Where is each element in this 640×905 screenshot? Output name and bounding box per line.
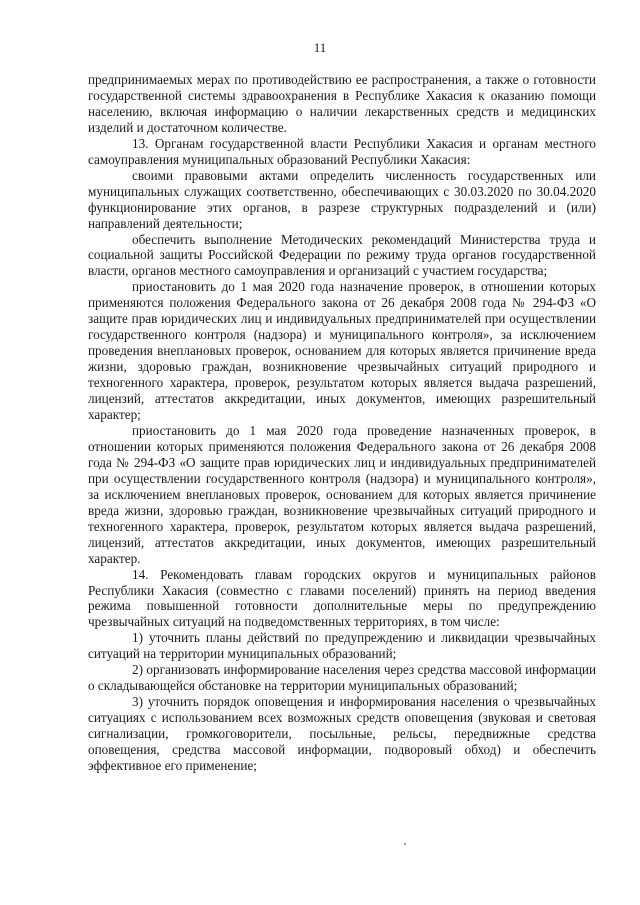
page-number: 11 xyxy=(313,40,327,55)
list-item-1: 1) уточнить планы действий по предупреждению и ликвидации чрезвычайных ситуаций на территории муниципальных образований; xyxy=(88,630,596,662)
list-item-2: 2) организовать информирование населения через средства массовой информации о складывающейся обстановке на территории муниципальных образований; xyxy=(88,662,596,694)
paragraph-suspend-conducting-inspections: приостановить до 1 мая 2020 года проведение назначенных проверок, в отношении которых применяются положения Федерального закона от 26 декабря 2008 года № 294-ФЗ «О защите прав юридических лиц и индивидуальных предпринимателей при осуществлении государственного контроля (надзора) и муниципального контроля», за исключением внеплановых проверок, основанием для которых является причинение вреда жизни, здоровью граждан, возникновение чрезвычайных ситуаций природного и техногенного характера, проверок, результатом которых является выдача разрешений, лицензий, аттестатов аккредитации, иных документов, имеющих разрешительный характер. xyxy=(88,422,596,566)
paragraph-staff-numbers: своими правовыми актами определить численность государственных или муниципальных служащих соответственно, обеспечивающих с 30.03.2020 по 30.04.2020 функционирование этих органов, в разрезе структурных подразделений и (или) направлений деятельности; xyxy=(88,167,596,231)
document-body xyxy=(88,72,596,774)
paragraph-methodical-recommendations: обеспечить выполнение Методических рекомендаций Министерства труда и социальной защиты Российской Федерации по режиму труда органов государственной власти, органов местного самоуправления и организаций с участием государства; xyxy=(88,231,596,279)
paragraph-item-13: 13. Органам государственной власти Республики Хакасия и органам местного самоуправления муниципальных образований Республики Хакасия: xyxy=(88,135,596,167)
scan-speck xyxy=(404,843,406,845)
list-item-3: 3) уточнить порядок оповещения и информирования населения о чрезвычайных ситуациях с использованием всех возможных средств оповещения (звуковая и световая сигнализации, громкоговорители, посыльные, рельсы, передвижные средства оповещения, средства массовой информации, подворовый обход) и обеспечить эффективное его применение; xyxy=(88,694,596,773)
paragraph-suspend-scheduling-inspections: приостановить до 1 мая 2020 года назначение проверок, в отношении которых применяются положения Федерального закона от 26 декабря 2008 года № 294-ФЗ «О защите прав юридических лиц и индивидуальных предпринимателей при осуществлении государственного контроля (надзора) и муниципального контроля», за исключением проведения внеплановых проверок, основанием для которых является причинение вреда жизни, здоровью граждан, возникновение чрезвычайных ситуаций природного и техногенного характера, проверок, результатом которых является выдача разрешений, лицензий, аттестатов аккредитации, иных документов, имеющих разрешительный характер; xyxy=(88,279,596,423)
paragraph-continuation: предпринимаемых мерах по противодействию ее распространения, а также о готовности государственной системы здравоохранения в Республике Хакасия к оказанию помощи населению, включая информацию о наличии лекарственных средств и медицинских изделий и достаточном количестве. xyxy=(88,72,596,135)
paragraph-item-14: 14. Рекомендовать главам городских округов и муниципальных районов Республики Хакасия (совместно с главами поселений) принять на период введения режима повышенной готовности дополнительные меры по предупреждению чрезвычайных ситуаций на подведомственных территориях, в том числе: xyxy=(88,566,596,630)
